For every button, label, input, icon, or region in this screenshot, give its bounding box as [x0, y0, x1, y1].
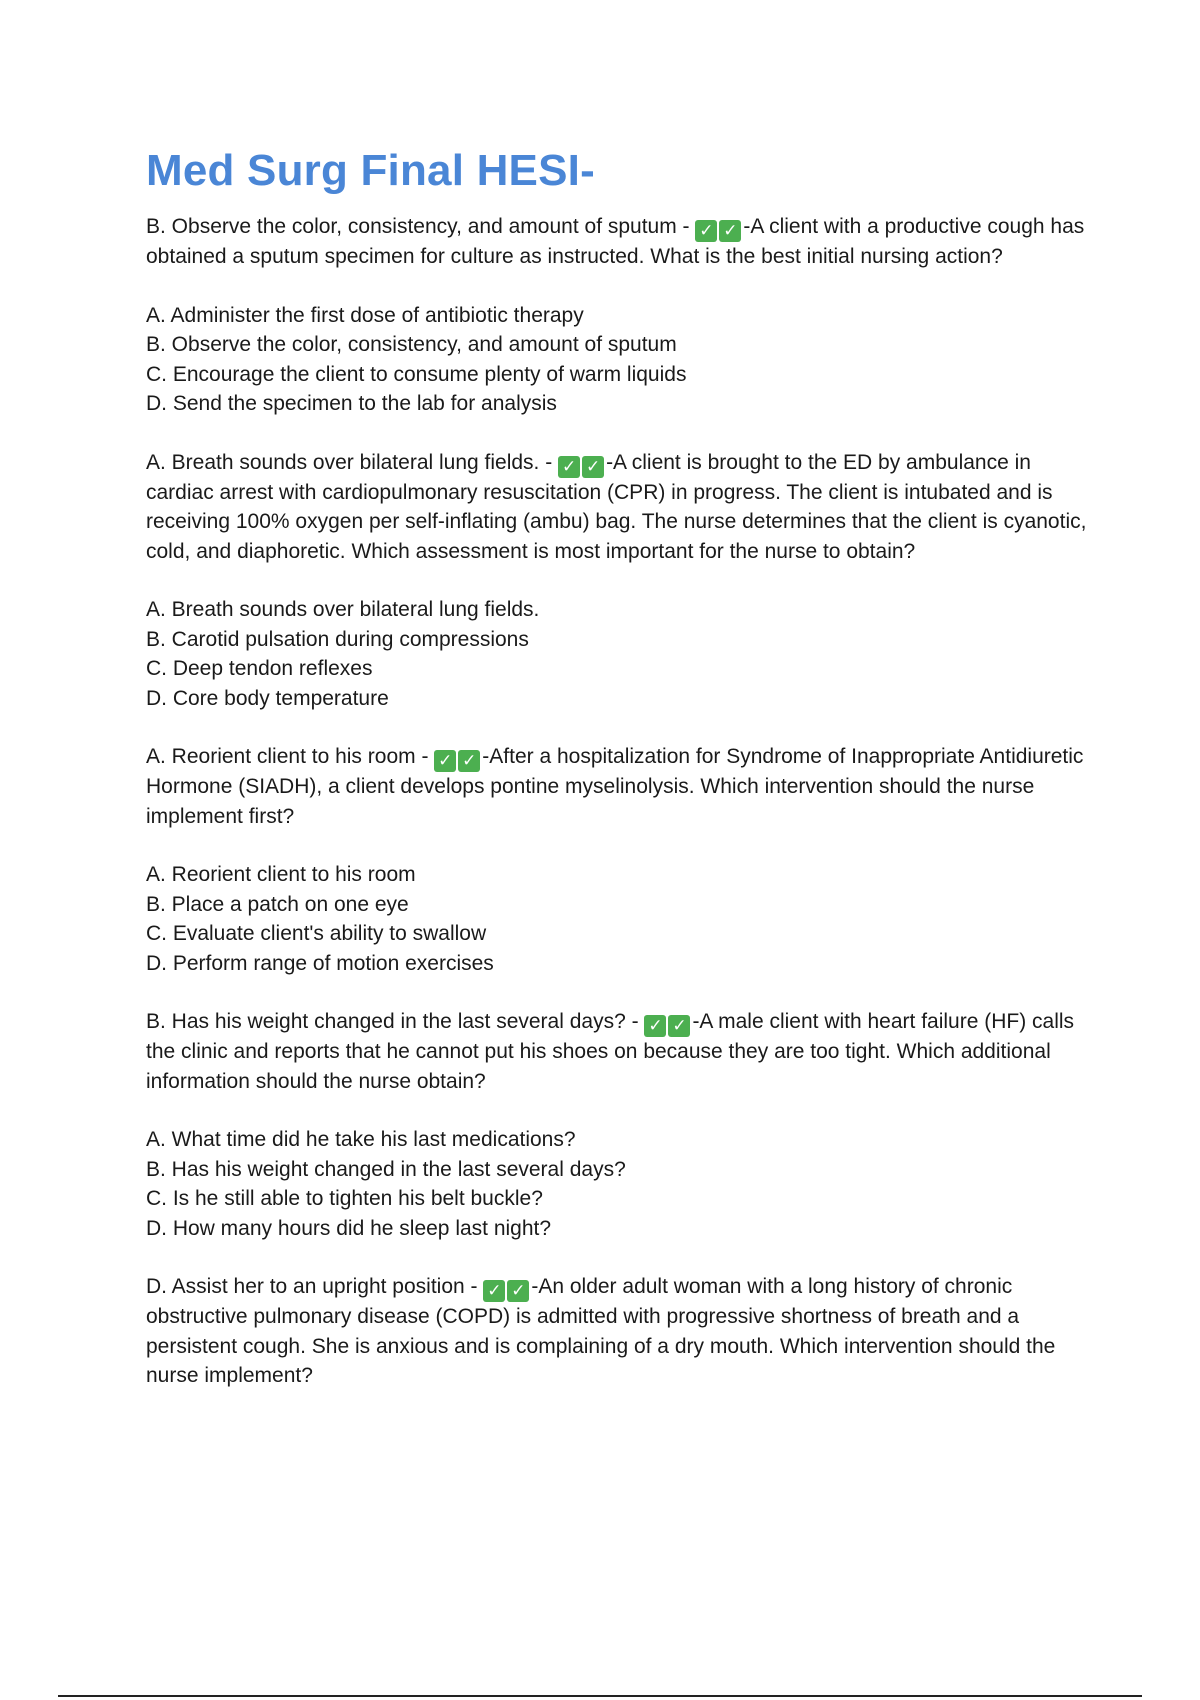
- check-mark-icon: ✓: [458, 750, 480, 772]
- option-item: A. Administer the first dose of antibiotic therapy: [146, 303, 584, 327]
- question-text: [146, 212, 1096, 272]
- check-mark-icon: ✓: [558, 456, 580, 478]
- question-prompt: -An older adult woman with a long history of chronic obstructive pulmonary disease (COPD) is admitted with progressive shortness of breath and a persistent cough. She is anxious and is complaining of a dry mouth. Which intervention should the nurse implement?: [146, 1275, 1056, 1387]
- answer-text: A. Breath sounds over bilateral lung fields. -: [146, 450, 559, 474]
- option-item: D. Send the specimen to the lab for analysis: [146, 392, 557, 415]
- question-block: [146, 1007, 1096, 1243]
- question-text: [146, 448, 1096, 567]
- page-title: Med Surg Final HESI-: [146, 146, 595, 195]
- check-mark-icon: ✓: [483, 1280, 505, 1302]
- option-list: [146, 860, 1096, 978]
- question-text: [146, 742, 1096, 831]
- option-item: C. Encourage the client to consume plenty of warm liquids: [146, 362, 687, 386]
- answer-text: A. Reorient client to his room -: [146, 745, 435, 768]
- option-item: A. What time did he take his last medications?: [146, 1128, 576, 1151]
- option-list: [146, 595, 1096, 713]
- option-item: A. Breath sounds over bilateral lung fields.: [146, 598, 540, 621]
- answer-text: B. Has his weight changed in the last several days? -: [146, 1010, 645, 1033]
- option-item: D. How many hours did he sleep last night?: [146, 1216, 552, 1240]
- check-mark-icon: ✓: [582, 456, 604, 478]
- question-text: [146, 1007, 1096, 1096]
- option-item: B. Carotid pulsation during compressions: [146, 627, 529, 651]
- option-item: B. Observe the color, consistency, and amount of sputum: [146, 333, 677, 356]
- option-list: [146, 1125, 1096, 1243]
- answer-text: B. Observe the color, consistency, and amount of sputum -: [146, 215, 696, 238]
- document-body: [146, 212, 1096, 1420]
- check-mark-icon: ✓: [434, 750, 456, 772]
- check-mark-icon: ✓: [507, 1280, 529, 1302]
- question-block: [146, 1272, 1096, 1391]
- question-block: [146, 448, 1096, 714]
- option-item: C. Is he still able to tighten his belt buckle?: [146, 1187, 543, 1210]
- question-prompt: -After a hospitalization for Syndrome of Inappropriate Antidiuretic Hormone (SIADH), a client develops pontine myselinolysis. Which intervention should the nurse implement first?: [146, 745, 1084, 828]
- option-list: [146, 301, 1096, 419]
- question-prompt: -A client with a productive cough has obtained a sputum specimen for culture as instructed. What is the best initial nursing action?: [146, 215, 1085, 268]
- option-item: B. Has his weight changed in the last several days?: [146, 1157, 626, 1181]
- option-item: B. Place a patch on one eye: [146, 892, 409, 916]
- question-prompt: -A client is brought to the ED by ambulance in cardiac arrest with cardiopulmonary resuscitation (CPR) in progress. The client is intubated and is receiving 100% oxygen per self-inflating (ambu) bag. The nurse determines that the client is cyanotic, cold, and diaphoretic. Which assessment is most important for the nurse to obtain?: [146, 450, 1087, 563]
- question-prompt: -A male client with heart failure (HF) calls the clinic and reports that he cannot put his shoes on because they are too tight. Which additional information should the nurse obtain?: [146, 1010, 1075, 1093]
- question-block: [146, 212, 1096, 419]
- option-item: D. Perform range of motion exercises: [146, 951, 494, 975]
- question-text: [146, 1272, 1096, 1391]
- check-mark-icon: ✓: [719, 220, 741, 242]
- option-item: C. Evaluate client's ability to swallow: [146, 922, 487, 945]
- option-item: D. Core body temperature: [146, 686, 389, 710]
- page-bottom-divider: [58, 1695, 1142, 1697]
- option-item: A. Reorient client to his room: [146, 863, 416, 886]
- check-mark-icon: ✓: [695, 220, 717, 242]
- question-block: [146, 742, 1096, 978]
- option-item: C. Deep tendon reflexes: [146, 657, 373, 680]
- check-mark-icon: ✓: [668, 1015, 690, 1037]
- check-mark-icon: ✓: [644, 1015, 666, 1037]
- answer-text: D. Assist her to an upright position -: [146, 1275, 484, 1298]
